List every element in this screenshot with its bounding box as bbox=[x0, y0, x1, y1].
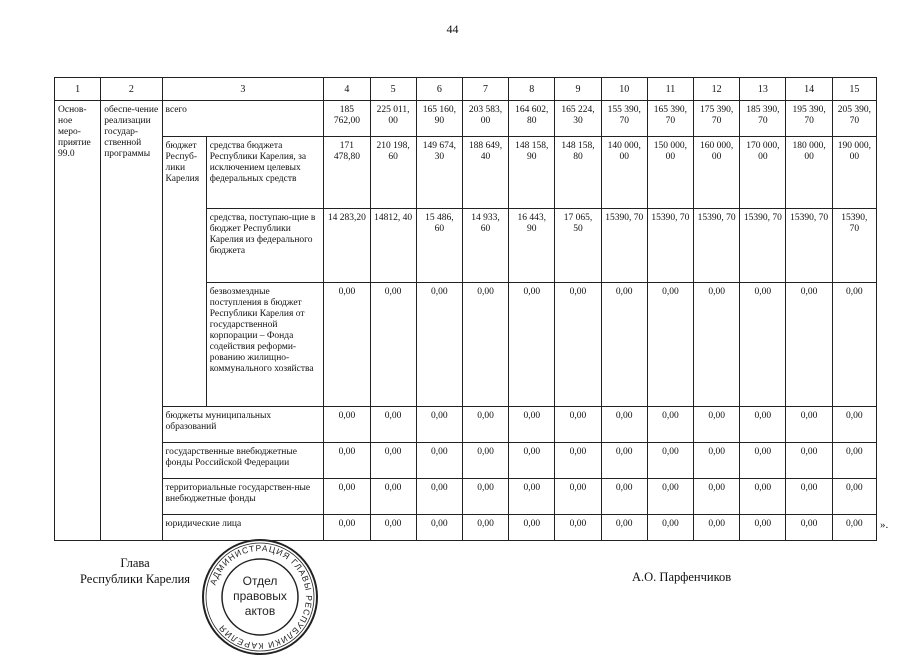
value-cell: 0,00 bbox=[786, 283, 832, 407]
value-cell: 0,00 bbox=[324, 407, 370, 443]
budget-group-cell: бюджет Респуб-лики Карелия bbox=[162, 137, 206, 407]
value-cell: 0,00 bbox=[324, 479, 370, 515]
column-header: 14 bbox=[786, 78, 832, 101]
source-label-cell: бюджеты муниципальных образований bbox=[162, 407, 324, 443]
value-cell: 0,00 bbox=[509, 283, 555, 407]
value-cell: 155 390, 70 bbox=[601, 101, 647, 137]
value-cell: 15390, 70 bbox=[601, 209, 647, 283]
column-header: 7 bbox=[462, 78, 508, 101]
value-cell: 0,00 bbox=[740, 283, 786, 407]
value-cell: 0,00 bbox=[416, 283, 462, 407]
value-cell: 0,00 bbox=[647, 515, 693, 541]
value-cell: 0,00 bbox=[555, 443, 601, 479]
value-cell: 171 478,80 bbox=[324, 137, 370, 209]
table-row bbox=[55, 443, 877, 479]
value-cell: 0,00 bbox=[694, 515, 740, 541]
column-header: 12 bbox=[694, 78, 740, 101]
value-cell: 0,00 bbox=[601, 283, 647, 407]
value-cell: 210 198, 60 bbox=[370, 137, 416, 209]
value-cell: 0,00 bbox=[509, 407, 555, 443]
table-row bbox=[55, 101, 877, 137]
value-cell: 0,00 bbox=[832, 443, 876, 479]
value-cell: 0,00 bbox=[509, 443, 555, 479]
value-cell: 0,00 bbox=[832, 515, 876, 541]
value-cell: 0,00 bbox=[370, 479, 416, 515]
value-cell: 0,00 bbox=[324, 515, 370, 541]
value-cell: 0,00 bbox=[370, 443, 416, 479]
closing-quote: ». bbox=[880, 519, 889, 531]
value-cell: 0,00 bbox=[324, 283, 370, 407]
value-cell: 225 011, 00 bbox=[370, 101, 416, 137]
value-cell: 170 000, 00 bbox=[740, 137, 786, 209]
seal-line: правовых bbox=[233, 589, 287, 603]
value-cell: 0,00 bbox=[694, 443, 740, 479]
source-label-cell: всего bbox=[162, 101, 324, 137]
value-cell: 17 065, 50 bbox=[555, 209, 601, 283]
value-cell: 203 583, 00 bbox=[462, 101, 508, 137]
source-label-cell: средства бюджета Республики Карелия, за исключением целевых федеральных средств bbox=[206, 137, 324, 209]
value-cell: 0,00 bbox=[555, 283, 601, 407]
table-row bbox=[55, 479, 877, 515]
column-header: 11 bbox=[647, 78, 693, 101]
value-cell: 148 158, 80 bbox=[555, 137, 601, 209]
seal-line: Отдел bbox=[242, 574, 278, 588]
value-cell: 195 390, 70 bbox=[786, 101, 832, 137]
value-cell: 0,00 bbox=[740, 515, 786, 541]
value-cell: 0,00 bbox=[416, 443, 462, 479]
value-cell: 185 762,00 bbox=[324, 101, 370, 137]
purpose-cell: обеспе-чение реализации государ-ственной программы bbox=[101, 101, 162, 541]
value-cell: 0,00 bbox=[601, 407, 647, 443]
value-cell: 0,00 bbox=[324, 443, 370, 479]
value-cell: 0,00 bbox=[555, 479, 601, 515]
value-cell: 188 649, 40 bbox=[462, 137, 508, 209]
value-cell: 15390, 70 bbox=[647, 209, 693, 283]
value-cell: 0,00 bbox=[740, 479, 786, 515]
value-cell: 0,00 bbox=[647, 479, 693, 515]
source-label-cell: юридические лица bbox=[162, 515, 324, 541]
value-cell: 0,00 bbox=[462, 479, 508, 515]
column-header: 4 bbox=[324, 78, 370, 101]
value-cell: 0,00 bbox=[647, 407, 693, 443]
value-cell: 0,00 bbox=[694, 283, 740, 407]
value-cell: 0,00 bbox=[555, 407, 601, 443]
value-cell: 175 390, 70 bbox=[694, 101, 740, 137]
value-cell: 0,00 bbox=[832, 283, 876, 407]
value-cell: 0,00 bbox=[647, 283, 693, 407]
value-cell: 140 000, 00 bbox=[601, 137, 647, 209]
value-cell: 160 000, 00 bbox=[694, 137, 740, 209]
column-header: 3 bbox=[162, 78, 324, 101]
table-row bbox=[55, 407, 877, 443]
value-cell: 0,00 bbox=[509, 515, 555, 541]
official-seal-stamp bbox=[200, 537, 320, 657]
source-label-cell: территориальные государствен-ные внебюджетные фонды bbox=[162, 479, 324, 515]
value-cell: 0,00 bbox=[416, 407, 462, 443]
value-cell: 0,00 bbox=[555, 515, 601, 541]
column-header: 5 bbox=[370, 78, 416, 101]
value-cell: 14812, 40 bbox=[370, 209, 416, 283]
value-cell: 0,00 bbox=[786, 443, 832, 479]
value-cell: 150 000, 00 bbox=[647, 137, 693, 209]
value-cell: 0,00 bbox=[370, 407, 416, 443]
column-header: 8 bbox=[509, 78, 555, 101]
value-cell: 0,00 bbox=[647, 443, 693, 479]
value-cell: 14 283,20 bbox=[324, 209, 370, 283]
value-cell: 15390, 70 bbox=[694, 209, 740, 283]
value-cell: 15390, 70 bbox=[832, 209, 876, 283]
value-cell: 0,00 bbox=[416, 515, 462, 541]
value-cell: 0,00 bbox=[416, 479, 462, 515]
value-cell: 148 158, 90 bbox=[509, 137, 555, 209]
value-cell: 15390, 70 bbox=[740, 209, 786, 283]
value-cell: 0,00 bbox=[740, 407, 786, 443]
column-header: 15 bbox=[832, 78, 876, 101]
seal-ring-text: АДМИНИСТРАЦИЯ ГЛАВЫ РЕСПУБЛИКИ КАРЕЛИЯ bbox=[207, 542, 315, 652]
value-cell: 165 224, 30 bbox=[555, 101, 601, 137]
column-header: 13 bbox=[740, 78, 786, 101]
column-header: 1 bbox=[55, 78, 101, 101]
signer-title: Глава bbox=[120, 556, 150, 570]
value-cell: 0,00 bbox=[370, 515, 416, 541]
value-cell: 0,00 bbox=[740, 443, 786, 479]
signature-block bbox=[80, 555, 190, 587]
value-cell: 0,00 bbox=[832, 407, 876, 443]
value-cell: 180 000, 00 bbox=[786, 137, 832, 209]
value-cell: 0,00 bbox=[462, 407, 508, 443]
budget-table bbox=[54, 77, 877, 541]
column-header: 6 bbox=[416, 78, 462, 101]
column-header: 9 bbox=[555, 78, 601, 101]
value-cell: 0,00 bbox=[462, 443, 508, 479]
value-cell: 165 160, 90 bbox=[416, 101, 462, 137]
signer-title-org: Республики Карелия bbox=[80, 572, 191, 586]
value-cell: 0,00 bbox=[370, 283, 416, 407]
value-cell: 15390, 70 bbox=[786, 209, 832, 283]
value-cell: 190 000, 00 bbox=[832, 137, 876, 209]
page-number: 44 bbox=[446, 22, 459, 36]
source-label-cell: средства, поступаю-щие в бюджет Республики Карелия из федерального бюджета bbox=[206, 209, 324, 283]
value-cell: 0,00 bbox=[786, 515, 832, 541]
value-cell: 185 390, 70 bbox=[740, 101, 786, 137]
measure-cell: Основ-ное меро-приятие 99.0 bbox=[55, 101, 101, 541]
value-cell: 14 933, 60 bbox=[462, 209, 508, 283]
value-cell: 0,00 bbox=[601, 479, 647, 515]
value-cell: 0,00 bbox=[786, 479, 832, 515]
value-cell: 205 390, 70 bbox=[832, 101, 876, 137]
value-cell: 0,00 bbox=[601, 443, 647, 479]
value-cell: 0,00 bbox=[832, 479, 876, 515]
value-cell: 15 486, 60 bbox=[416, 209, 462, 283]
source-label-cell: безвозмездные поступления в бюджет Республики Карелия от государственной корпорации – Фонда содействия реформи-рованию жилищно-коммунального хозяйства bbox=[206, 283, 324, 407]
column-header: 10 bbox=[601, 78, 647, 101]
value-cell: 165 390, 70 bbox=[647, 101, 693, 137]
value-cell: 149 674, 30 bbox=[416, 137, 462, 209]
value-cell: 0,00 bbox=[462, 515, 508, 541]
seal-line: актов bbox=[244, 604, 276, 618]
value-cell: 0,00 bbox=[694, 479, 740, 515]
value-cell: 0,00 bbox=[786, 407, 832, 443]
value-cell: 0,00 bbox=[601, 515, 647, 541]
table-row bbox=[55, 515, 877, 541]
value-cell: 16 443, 90 bbox=[509, 209, 555, 283]
value-cell: 0,00 bbox=[462, 283, 508, 407]
value-cell: 0,00 bbox=[509, 479, 555, 515]
signer-name: А.О. Парфенчиков bbox=[632, 570, 732, 584]
source-label-cell: государственные внебюджетные фонды Российской Федерации bbox=[162, 443, 324, 479]
table-header-row bbox=[55, 78, 877, 101]
value-cell: 164 602, 80 bbox=[509, 101, 555, 137]
table-row bbox=[55, 137, 877, 209]
value-cell: 0,00 bbox=[694, 407, 740, 443]
column-header: 2 bbox=[101, 78, 162, 101]
